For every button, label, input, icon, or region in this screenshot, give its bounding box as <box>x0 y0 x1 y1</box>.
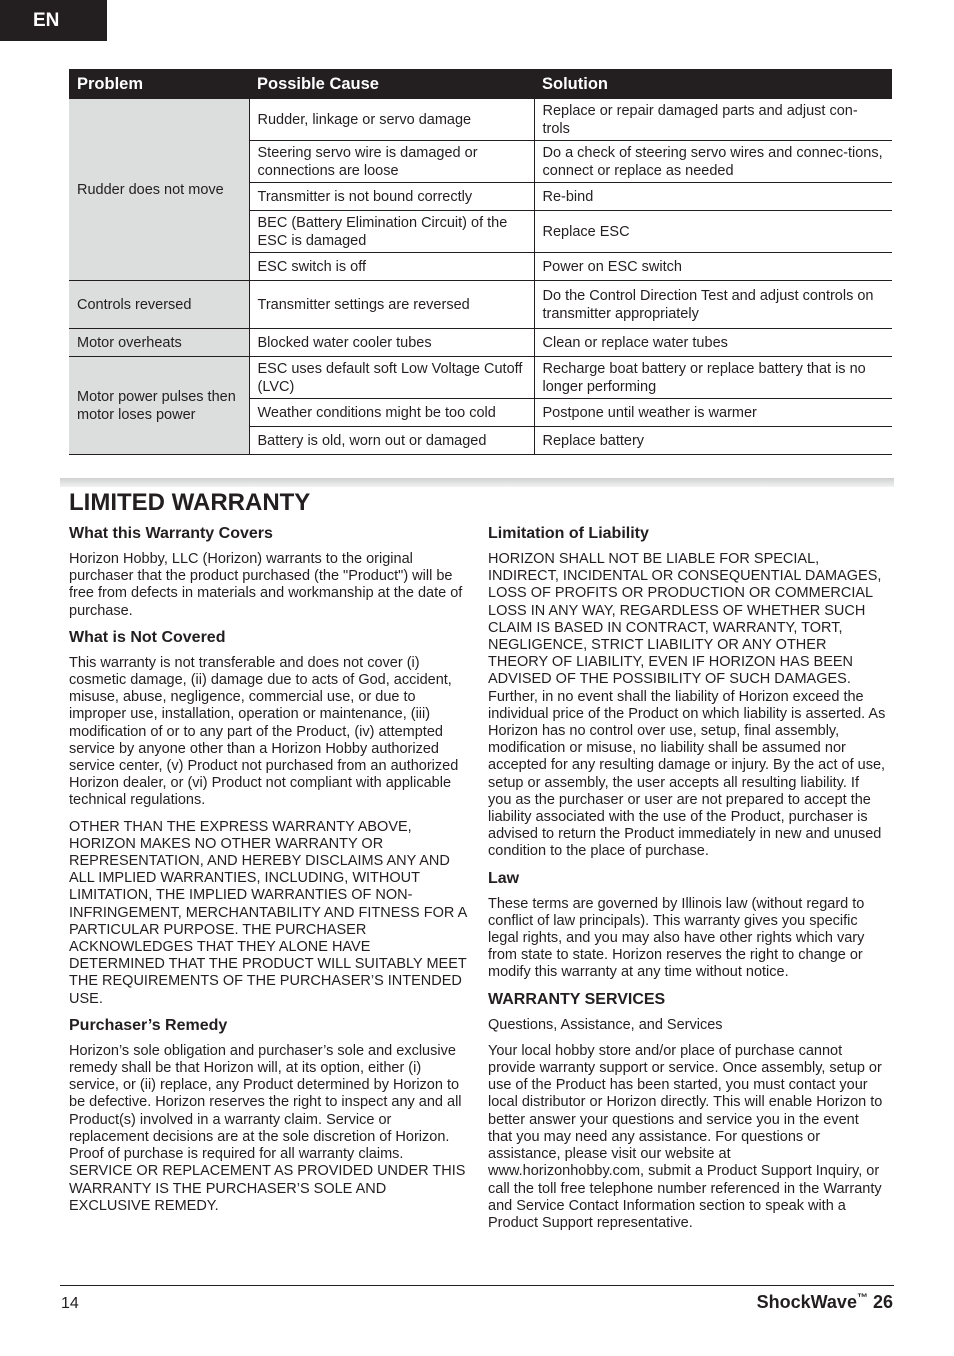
table-row <box>69 281 892 329</box>
disclaimer-text: OTHER THAN THE EXPRESS WARRANTY ABOVE, HORIZON MAKES NO OTHER WARRANTY OR REPRESENTATION, AND HEREBY DISCLAIMS ANY AND ALL IMPLIED WARRANTIES, INCLUDING, WITHOUT LIMITATION, THE IMPLIED WARRANTIES OF NON-INFRINGEMENT, MERCHANTABILITY AND FITNESS FOR A PARTICULAR PURPOSE. THE PURCHASER ACKNOWLEDGES THAT THEY ALONE HAVE DETERMINED THAT THE PRODUCT WILL SUITABLY MEET THE REQUIREMENTS OF THE PURCHASER’S INTENDED USE. <box>69 818 467 1007</box>
problem-cell: Rudder does not move <box>69 99 249 281</box>
solution-cell: Clean or replace water tubes <box>534 329 892 357</box>
table-row <box>69 357 892 399</box>
product-number: 26 <box>872 1292 893 1312</box>
cause-cell: ESC switch is off <box>249 253 534 281</box>
solution-cell: Replace battery <box>534 427 892 455</box>
warranty-right-column <box>488 525 886 1241</box>
column-header-solution: Solution <box>534 69 892 99</box>
covers-heading: What this Warranty Covers <box>69 525 273 542</box>
solution-cell: Replace ESC <box>534 211 892 253</box>
problem-cell: Motor overheats <box>69 329 249 357</box>
solution-cell: Postpone until weather is warmer <box>534 399 892 427</box>
table-header-row <box>69 69 892 99</box>
cause-cell: BEC (Battery Elimination Circuit) of the ESC is damaged <box>249 211 534 253</box>
cause-cell: Steering servo wire is damaged or connections are loose <box>249 141 534 183</box>
problem-cell: Controls reversed <box>69 281 249 329</box>
remedy-heading: Purchaser’s Remedy <box>69 1016 228 1034</box>
solution-cell: Do the Control Direction Test and adjust controls on transmitter appropriately <box>534 281 892 329</box>
remedy-text: Horizon’s sole obligation and purchaser’s sole and exclusive remedy shall be that Horizon will, at its option, either (i) service, or (ii) replace, any Product determined by Horizon to be defective. Horizon reserves the right to inspect any and all Product(s) involved in a warranty claim. Service or replacement decisions are at the sole discretion of Horizon. Proof of purchase is required for all warranty claims. SERVICE OR REPLACEMENT AS PROVIDED UNDER THIS WARRANTY IS THE PURCHASER’S SOLE AND EXCLUSIVE REMEDY. <box>69 1042 466 1214</box>
cause-cell: Transmitter is not bound correctly <box>249 183 534 211</box>
solution-cell: Recharge boat battery or replace battery that is no longer performing <box>534 357 892 399</box>
cause-cell: Blocked water cooler tubes <box>249 329 534 357</box>
law-text: These terms are governed by Illinois law (without regard to conflict of law principals). This warranty gives you specific legal rights, and you may also have other rights which vary from state to state. Horizon reserves the right to change or modify this warranty at any time without notice. <box>488 895 865 981</box>
covers-text: Horizon Hobby, LLC (Horizon) warrants to the original purchaser that the product purchased (the "Product") will be free from defects in materials and workmanship at the date of purchase. <box>69 551 463 619</box>
page-number: 14 <box>61 1295 79 1312</box>
table-row <box>69 329 892 357</box>
solution-cell: Replace or repair damaged parts and adjust con-trols <box>534 99 892 141</box>
solution-cell: Do a check of steering servo wires and connec-tions, connect or replace as needed <box>534 141 892 183</box>
not-covered-heading: What is Not Covered <box>69 628 226 646</box>
column-header-problem: Problem <box>69 69 249 99</box>
product-name-text: ShockWave <box>756 1292 857 1312</box>
language-tab: EN <box>0 0 107 41</box>
cause-cell: Rudder, linkage or servo damage <box>249 99 534 141</box>
cause-cell: Transmitter settings are reversed <box>249 281 534 329</box>
section-title: LIMITED WARRANTY <box>69 489 311 516</box>
law-heading: Law <box>488 869 520 887</box>
cause-cell: Weather conditions might be too cold <box>249 399 534 427</box>
trademark-symbol: ™ <box>856 1292 868 1304</box>
footer-rule <box>60 1285 894 1286</box>
liability-heading: Limitation of Liability <box>488 525 649 542</box>
column-header-cause: Possible Cause <box>249 69 534 99</box>
solution-cell: Re-bind <box>534 183 892 211</box>
product-name <box>757 1292 893 1313</box>
table-row <box>69 99 892 141</box>
services-heading: WARRANTY SERVICES <box>488 990 666 1008</box>
problem-cell: Motor power pulses then motor loses power <box>69 357 249 455</box>
warranty-left-column <box>69 525 467 1224</box>
cause-cell: ESC uses default soft Low Voltage Cutoff (LVC) <box>249 357 534 399</box>
not-covered-text: This warranty is not transferable and does not cover (i) cosmetic damage, (ii) damage due to acts of God, accident, misuse, abuse, negligence, commercial use, or due to improper use, installation, operation or maintenance, (iii) modification of or to any part of the Product, (iv) attempted service by anyone other than a Horizon Hobby authorized service center, (v) Product not purchased from an authorized Horizon dealer, or (vi) Product not compliant with applicable technical regulations. <box>69 654 459 809</box>
cause-cell: Battery is old, worn out or damaged <box>249 427 534 455</box>
section-divider <box>60 478 894 487</box>
troubleshooting-table <box>69 69 892 455</box>
services-text: Your local hobby store and/or place of purchase cannot provide warranty support or service. Once assembly, setup or use of the Product has been started, you must contact your local distributor or Horizon directly. This will enable Horizon to better answer your questions and service you in the event that you may need any assistance. For questions or assistance, please visit our website at www.horizonhobby.com, submit a Product Support Inquiry, or call the toll free telephone number referenced in the Warranty and Service Contact Information section to speak with a Product Support representative. <box>488 1042 883 1231</box>
services-subheading: Questions, Assistance, and Services <box>488 1016 723 1033</box>
liability-text: HORIZON SHALL NOT BE LIABLE FOR SPECIAL, INDIRECT, INCIDENTAL OR CONSEQUENTIAL DAMAGES, LOSS OF PROFITS OR PRODUCTION OR COMMERCIAL LOSS IN ANY WAY, REGARDLESS OF WHETHER SUCH CLAIM IS BASED IN CONTRACT, WARRANTY, TORT, NEGLIGENCE, STRICT LIABILITY OR ANY OTHER THEORY OF LIABILITY, EVEN IF HORIZON HAS BEEN ADVISED OF THE POSSIBILITY OF SUCH DAMAGES. Further, in no event shall the liability of Horizon exceed the individual price of the Product on which liability is asserted. As Horizon has no control over use, setup, final assembly, modification or misuse, no liability shall be assumed nor accepted for any resulting damage or injury. By the act of use, setup or assembly, the user accepts all resulting liability. If you as the purchaser or user are not prepared to accept the liability associated with the use of the Product, purchaser is advised to return the Product immediately in new and unused condition to the place of purchase. <box>488 551 886 860</box>
solution-cell: Power on ESC switch <box>534 253 892 281</box>
